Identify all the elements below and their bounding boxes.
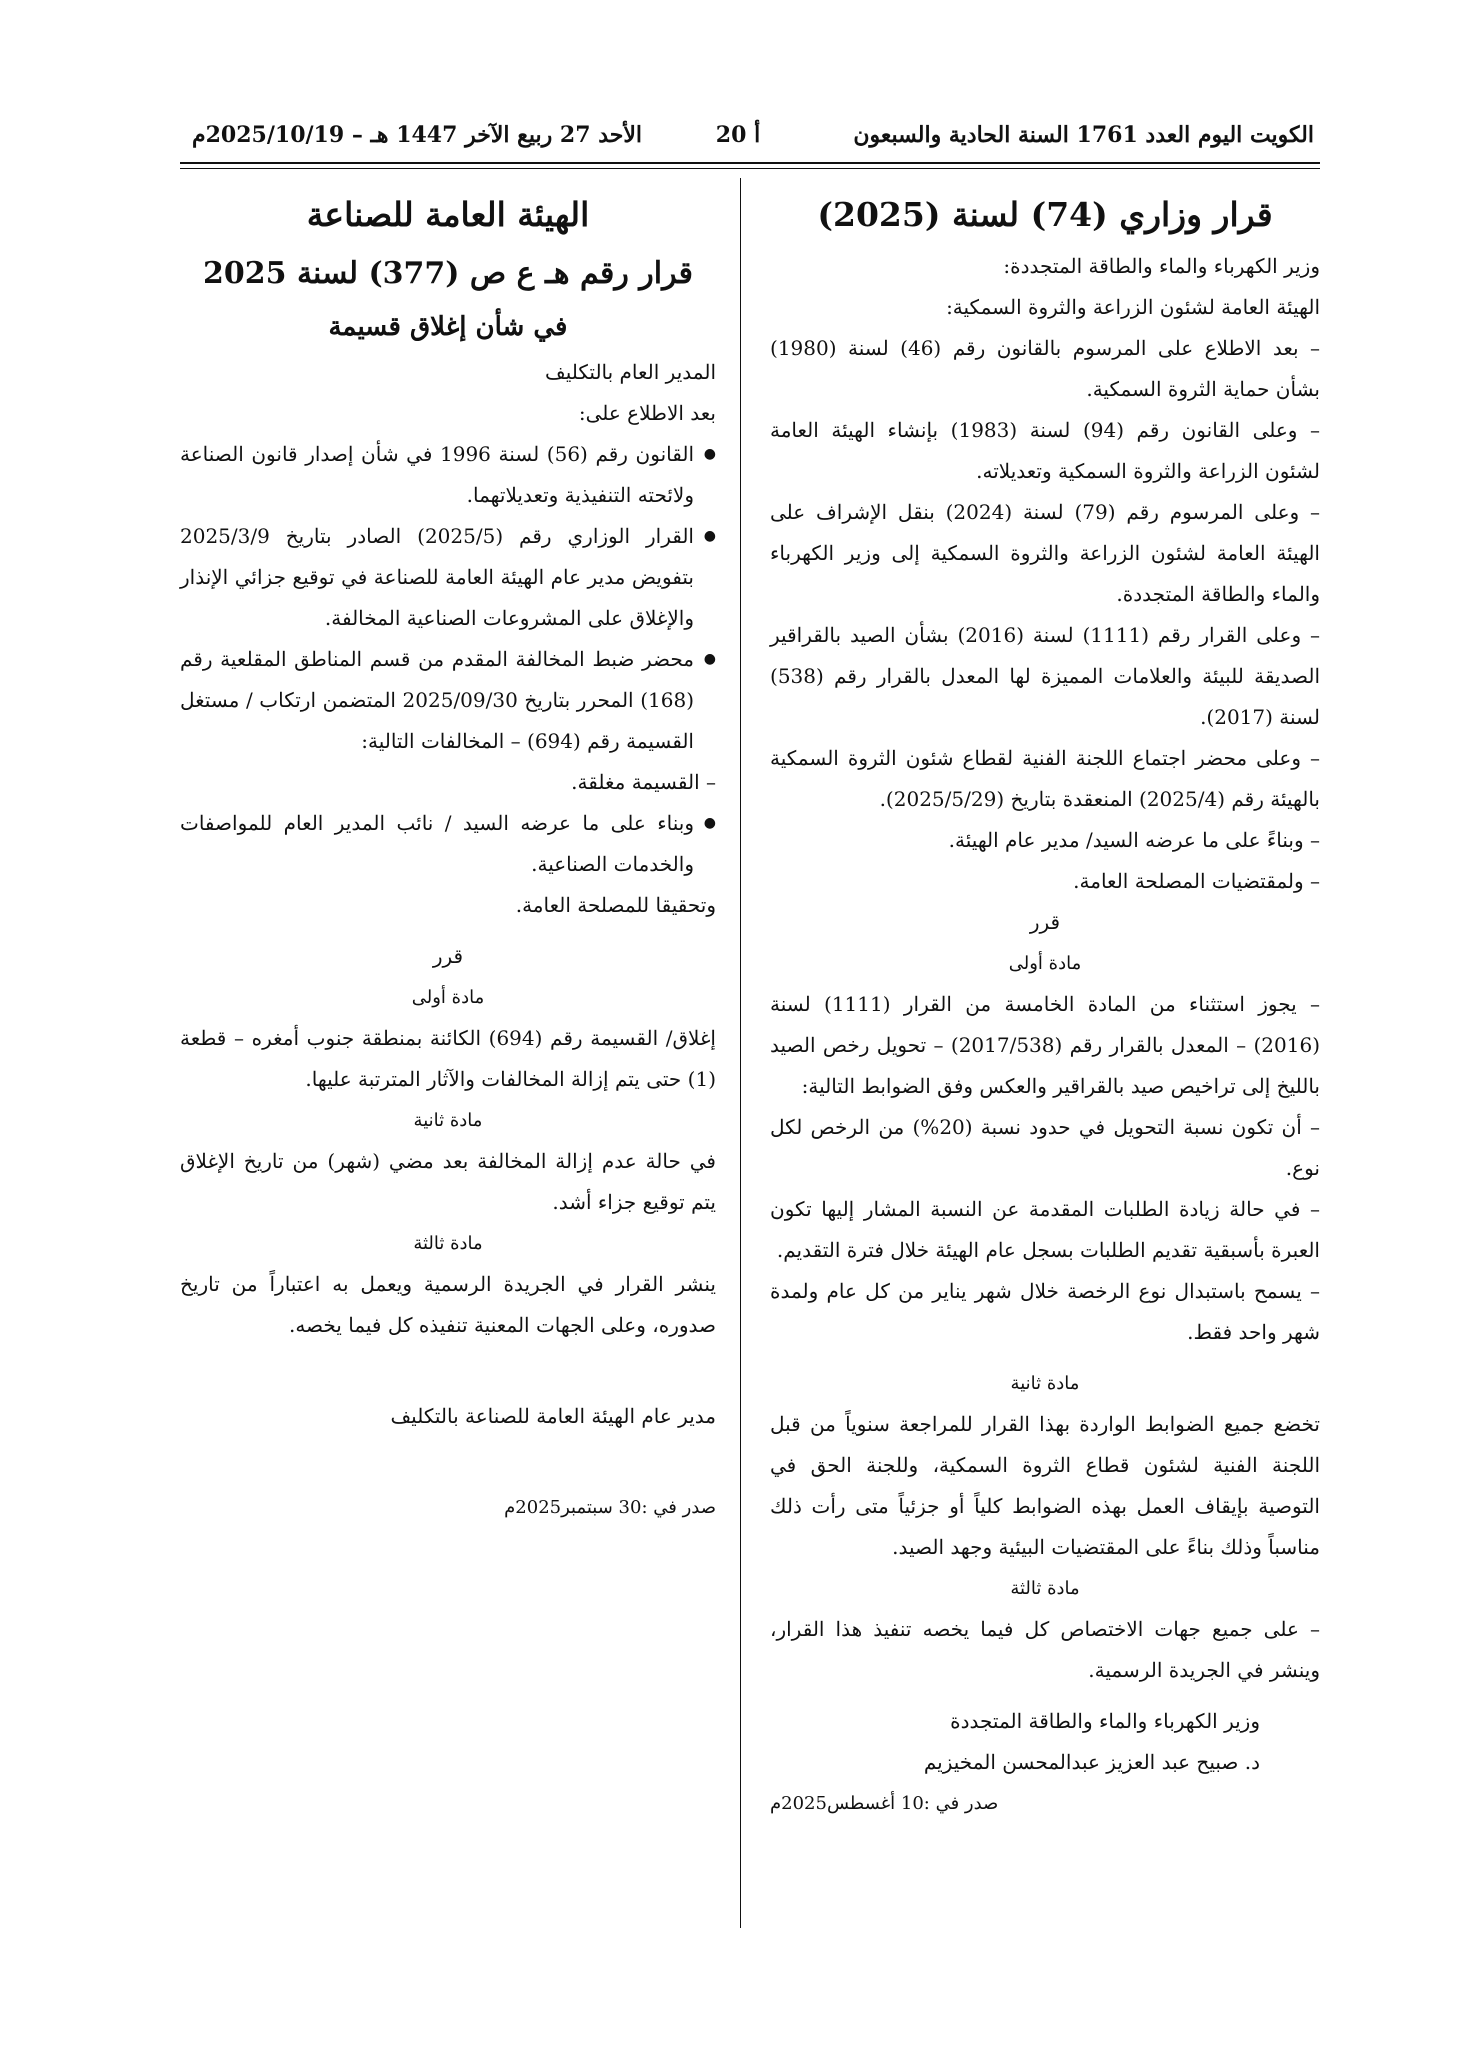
article-1-heading: مادة أولى bbox=[1008, 953, 1082, 974]
decided-heading: قرر bbox=[1029, 910, 1061, 934]
decided-heading: قرر bbox=[432, 944, 464, 968]
article-1-line: – يجوز استثناء من المادة الخامسة من القرار (1111) لسنة (2016) – المعدل بالقرار رقم (2017/538) – تحويل رخص الصيد بالليخ إلى تراخيص صيد بالقراقير والعكس وفق الضوابط التالية: bbox=[770, 992, 1321, 1098]
signatory: مدير عام الهيئة العامة للصناعة بالتكليف bbox=[390, 1404, 716, 1428]
article-1-line: – أن تكون نسبة التحويل في حدود نسبة (20%) من الرخص لكل نوع. bbox=[770, 1115, 1320, 1180]
article-1-line: – يسمح باستبدال نوع الرخصة خلال شهر يناير من كل عام ولمدة شهر واحد فقط. bbox=[770, 1279, 1320, 1344]
article-3-heading: مادة ثالثة bbox=[413, 1233, 483, 1254]
reference-bullet: ● وبناء على ما عرضه السيد / نائب المدير العام للمواصفات والخدمات الصناعية. bbox=[180, 803, 716, 885]
preamble-line: – وعلى المرسوم رقم (79) لسنة (2024) بنقل الإشراف على الهيئة العامة لشئون الزراعة والثروة السمكية إلى وزير الكهرباء والماء والطاقة المتجددة. bbox=[770, 500, 1320, 606]
header-date: الأحد 27 ربيع الآخر 1447 هـ – 2025/10/19م bbox=[192, 122, 642, 148]
preamble-line: – وبناءً على ما عرضه السيد/ مدير عام الهيئة. bbox=[948, 828, 1320, 852]
article-3-text: – على جميع جهات الاختصاص كل فيما يخصه تنفيذ هذا القرار، وينشر في الجريدة الرسمية. bbox=[770, 1617, 1320, 1682]
header-publication: الكويت اليوم العدد 1761 السنة الحادية والسبعون bbox=[853, 122, 1314, 148]
preamble-line: الهيئة العامة لشئون الزراعة والثروة السمكية: bbox=[946, 295, 1320, 319]
header-rule-thin bbox=[180, 168, 1320, 169]
article-2-text: في حالة عدم إزالة المخالفة بعد مضي (شهر) من تاريخ الإغلاق يتم توقيع جزاء أشد. bbox=[180, 1149, 716, 1214]
reference-bullet: ● القانون رقم (56) لسنة 1996 في شأن إصدار قانون الصناعة ولائحته التنفيذية وتعديلاتهما. bbox=[180, 434, 716, 516]
header-page-number: أ 20 bbox=[715, 122, 761, 148]
preamble-line: – بعد الاطلاع على المرسوم بالقانون رقم (46) لسنة (1980) بشأن حماية الثروة السمكية. bbox=[770, 336, 1321, 401]
decision-title: قرار وزاري (74) لسنة (2025) bbox=[817, 195, 1273, 234]
article-1-heading: مادة أولى bbox=[411, 987, 485, 1008]
issue-date: صدر في :30 سبتمبر2025م bbox=[504, 1497, 716, 1518]
reference-bullet: ● القرار الوزاري رقم (2025/5) الصادر بتاريخ 2025/3/9 بتفويض مدير عام الهيئة العامة للصناعة في توقيع جزائي الإنذار والإغلاق على المشروعات الصناعية المخالفة. bbox=[180, 516, 716, 639]
article-2-heading: مادة ثانية bbox=[1010, 1373, 1080, 1394]
signatory-title: وزير الكهرباء والماء والطاقة المتجددة bbox=[950, 1709, 1260, 1733]
header-rule bbox=[180, 162, 1320, 164]
authority-title: الهيئة العامة للصناعة bbox=[306, 195, 590, 234]
article-3-heading: مادة ثالثة bbox=[1010, 1578, 1080, 1599]
article-2-text: تخضع جميع الضوابط الواردة بهذا القرار للمراجعة سنوياً من قبل اللجنة الفنية لشئون قطاع الثروة السمكية، وللجنة الحق في التوصية بإيقاف العمل بهذه الضوابط كلياً أو جزئياً متى رأت ذلك مناسباً وذلك بناءً على المقتضيات البيئية وجهد الصيد. bbox=[770, 1412, 1320, 1559]
article-2-heading: مادة ثانية bbox=[413, 1110, 483, 1131]
industry-authority-column bbox=[180, 184, 716, 1528]
signatory-name: د. صبيح عبد العزيز عبدالمحسن المخيزيم bbox=[923, 1750, 1260, 1774]
issue-date: صدر في :10 أغسطس2025م bbox=[770, 1793, 999, 1814]
article-1-text: إغلاق/ القسيمة رقم (694) الكائنة بمنطقة جنوب أمغره – قطعة (1) حتى يتم إزالة المخالفات والآثار المترتبة عليها. bbox=[180, 1026, 716, 1091]
article-3-text: ينشر القرار في الجريدة الرسمية ويعمل به اعتباراً من تاريخ صدوره، وعلى الجهات المعنية تنفيذه كل فيما يخصه. bbox=[180, 1272, 716, 1337]
public-interest-line: وتحقيقا للمصلحة العامة. bbox=[515, 893, 716, 917]
intro-line: بعد الاطلاع على: bbox=[578, 401, 716, 425]
preamble-line: وزير الكهرباء والماء والطاقة المتجددة: bbox=[1003, 254, 1320, 278]
column-divider bbox=[740, 178, 741, 1928]
intro-line: المدير العام بالتكليف bbox=[545, 360, 716, 384]
violation-line: – القسيمة مغلقة. bbox=[571, 770, 716, 794]
preamble-line: – وعلى القانون رقم (94) لسنة (1983) بإنشاء الهيئة العامة لشئون الزراعة والثروة السمكية وتعديلاته. bbox=[770, 418, 1321, 483]
decision-number: قرار رقم هـ ع ص (377) لسنة 2025 bbox=[203, 256, 693, 291]
reference-bullet: ● محضر ضبط المخالفة المقدم من قسم المناطق المقلعية رقم (168) المحرر بتاريخ 2025/09/30 المتضمن ارتكاب / مستغل القسيمة رقم (694) – المخالفات التالية: bbox=[180, 639, 716, 762]
preamble-line: – ولمقتضيات المصلحة العامة. bbox=[1073, 869, 1320, 893]
article-1-line: – في حالة زيادة الطلبات المقدمة عن النسبة المشار إليها تكون العبرة بأسبقية تقديم الطلبات بسجل عام الهيئة خلال فترة التقديم. bbox=[770, 1197, 1320, 1262]
ministerial-decision-column bbox=[770, 184, 1320, 1824]
preamble-line: – وعلى محضر اجتماع اللجنة الفنية لقطاع شئون الثروة السمكية بالهيئة رقم (2025/4) المنعقدة بتاريخ (2025/5/29). bbox=[770, 746, 1320, 811]
decision-subject: في شأن إغلاق قسيمة bbox=[328, 312, 568, 342]
preamble-line: – وعلى القرار رقم (1111) لسنة (2016) بشأن الصيد بالقراقير الصديقة للبيئة والعلامات المميزة لها المعدل بالقرار رقم (538) لسنة (2017). bbox=[770, 623, 1321, 729]
